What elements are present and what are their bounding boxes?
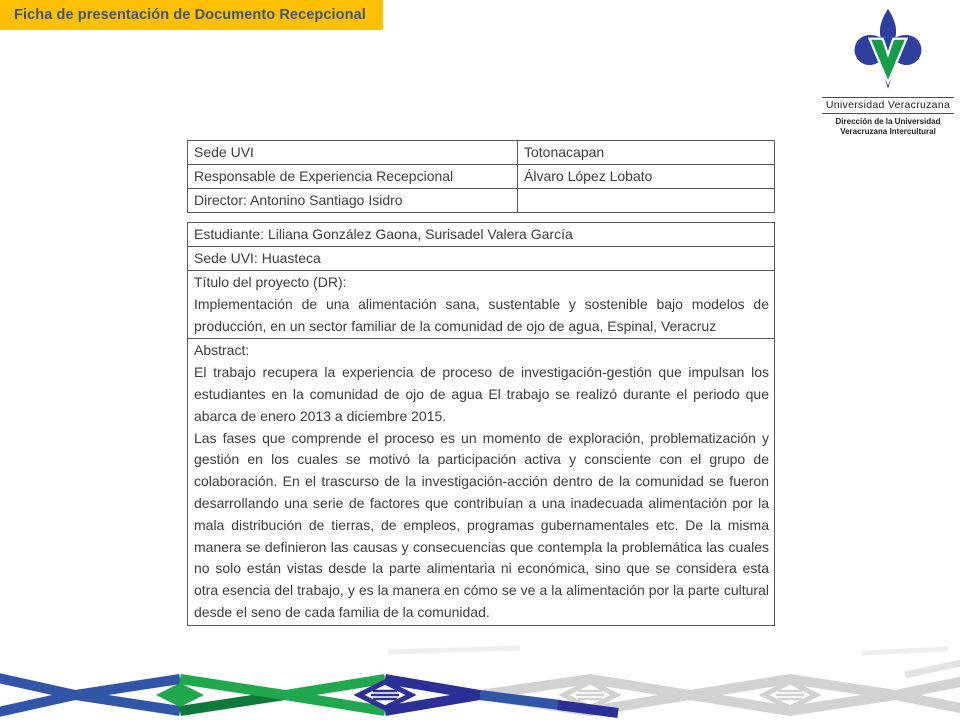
- info-row-sede: [188, 141, 775, 165]
- info-row-responsable: [188, 165, 775, 189]
- abstract-cell: [188, 339, 775, 625]
- sede-row: [188, 247, 775, 271]
- project-title-text: Implementación de una alimentación sana, sustentable y sostenible bajo modelos de producción, en un sector familiar de la comunidad de ojo de agua, Espinal, Veracruz: [194, 295, 769, 334]
- uv-division-line2: Veracruzana Intercultural: [840, 127, 936, 137]
- info-label-cell: Sede UVI: [188, 141, 518, 165]
- info-value-cell: [518, 189, 775, 213]
- braid-ribbon-graphic: [0, 645, 960, 720]
- info-label-cell: Director: Antonino Santiago Isidro: [188, 189, 518, 213]
- abstract-label: Abstract:: [194, 342, 250, 359]
- uv-institution-name: Universidad Veracruzana: [822, 97, 954, 114]
- title-bar: [0, 0, 383, 30]
- uv-logo: [822, 6, 954, 138]
- info-table: [187, 140, 775, 213]
- sede-cell: Sede UVI: Huasteca: [188, 247, 775, 271]
- info-row-director: [188, 189, 775, 213]
- student-cell: Estudiante: Liliana González Gaona, Surisadel Valera García: [188, 223, 775, 247]
- info-label-cell: Responsable de Experiencia Recepcional: [188, 165, 518, 189]
- uv-division-line1: Dirección de la Universidad: [835, 117, 941, 126]
- slide-title: Ficha de presentación de Documento Recepcional: [14, 7, 366, 23]
- uv-emblem-icon: [844, 6, 932, 96]
- detail-table: [187, 222, 775, 626]
- project-title-row: [188, 271, 775, 339]
- info-value-cell: Totonacapan: [518, 141, 775, 165]
- project-title-cell: [188, 271, 775, 339]
- abstract-row: [188, 339, 775, 625]
- info-value-cell: Álvaro López Lobato: [518, 165, 775, 189]
- uv-division-name: [822, 117, 954, 138]
- project-title-label: Título del proyecto (DR):: [194, 274, 347, 290]
- student-row: [188, 223, 775, 247]
- abstract-paragraph-2: Las fases que comprende el proceso es un momento de exploración, problematización y gestión en los cuales se motivó la participación activa y consciente con el grupo de colaboración. En el trascurso de la investigación-acción dentro de la comunidad se fueron desarrollando una serie de factores que contribuían a una inadecuada alimentación por la mala distribución de tierras, de empleos, programas gubernamentales etc. De la misma manera se definieron las causas y consecuencias que contempla la problemática las cuales no solo están vistas desde la parte alimentaria ni económica, sino que se considera esta otra esencia del trabajo, y es la manera en cómo se ve a la alimentación por la parte cultural desde el seno de cada familia de la comunidad.: [194, 429, 769, 620]
- abstract-paragraph-1: El trabajo recupera la experiencia de proceso de investigación-gestión que impulsan los estudiantes en la comunidad de ojo de agua El trabajo se realizó durante el periodo que abarca de enero 2013 a diciembre 2015.: [194, 364, 769, 424]
